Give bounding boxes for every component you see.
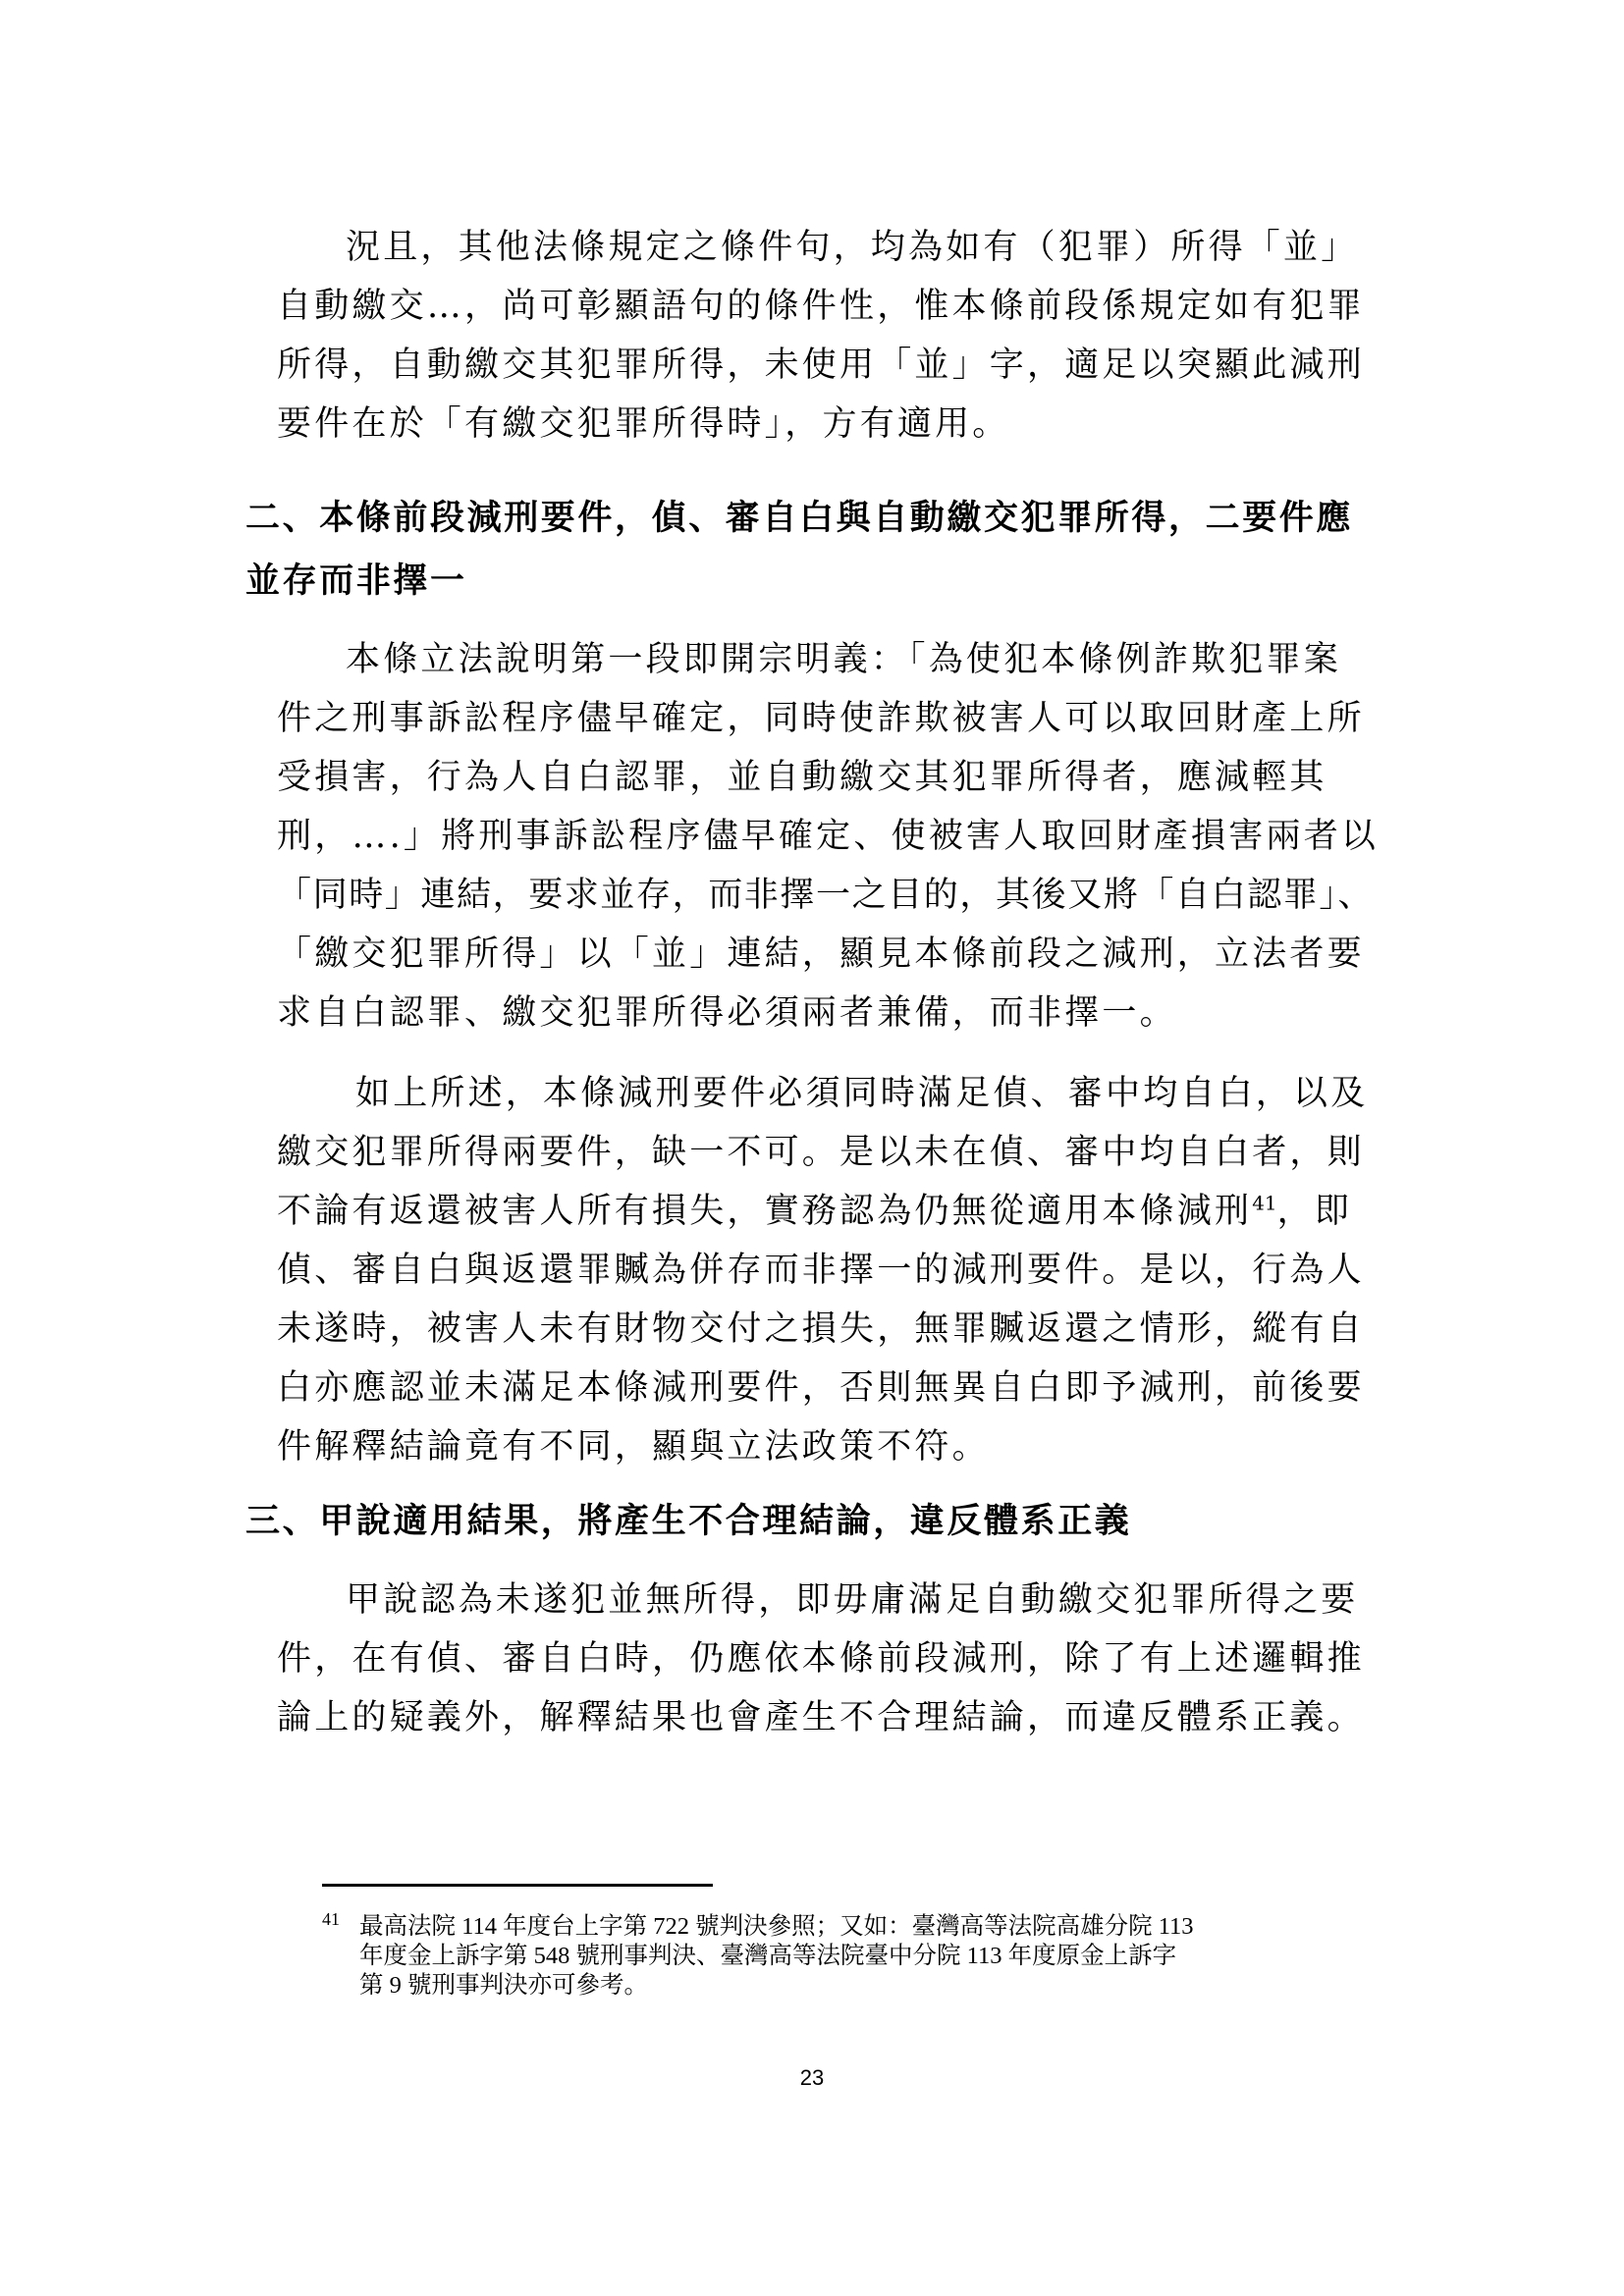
paragraph-3-line-5: 未遂時，被害人未有財物交付之損失，無罪贓返還之情形，縱有自	[277, 1309, 1365, 1349]
section-heading-2-line-2: 並存而非擇一	[245, 561, 467, 601]
section-heading-3-line-1: 三、甲說適用結果，將產生不合理結論，違反體系正義	[245, 1502, 1132, 1541]
page-number: 23	[799, 2065, 825, 2090]
paragraph-2-line-2: 件之刑事訴訟程序儘早確定，同時使詐欺被害人可以取回財產上所	[277, 699, 1365, 738]
footnote-reference[interactable]: 41	[1252, 1191, 1277, 1215]
footnote-line-2: 年度金上訴字第 548 號刑事判決、臺灣高等法院臺中分院 113 年度原金上訴字	[359, 1943, 1177, 1969]
paragraph-2-line-4: 刑，….」將刑事訴訟程序儘早確定、使被害人取回財產損害兩者以	[277, 817, 1380, 856]
paragraph-3-line-3-tail: ，即	[1276, 1192, 1353, 1231]
paragraph-3-line-1: 如上所述，本條減刑要件必須同時滿足偵、審中均自白，以及	[355, 1074, 1369, 1113]
paragraph-3-line-2: 繳交犯罪所得兩要件，缺一不可。是以未在偵、審中均自白者，則	[277, 1133, 1365, 1172]
paragraph-2-line-3: 受損害，行為人自白認罪，並自動繳交其犯罪所得者，應減輕其	[277, 758, 1327, 797]
paragraph-3-line-3-text: 不論有返還被害人所有損失，實務認為仍無從適用本條減刑	[277, 1192, 1253, 1231]
section-heading-2-line-1: 二、本條前段減刑要件，偵、審自白與自動繳交犯罪所得，二要件應	[245, 499, 1354, 538]
paragraph-1-line-3: 所得，自動繳交其犯罪所得，未使用「並」字，適足以突顯此減刑	[277, 346, 1365, 385]
paragraph-3-line-3	[277, 1186, 1379, 1237]
paragraph-3-line-4: 偵、審自白與返還罪贓為併存而非擇一的減刑要件。是以，行為人	[277, 1251, 1365, 1290]
paragraph-1-line-4: 要件在於「有繳交犯罪所得時」，方有適用。	[277, 404, 1010, 444]
paragraph-4-line-1: 甲說認為未遂犯並無所得，即毋庸滿足自動繳交犯罪所得之要	[346, 1580, 1359, 1620]
paragraph-2-line-6: 「繳交犯罪所得」以「並」連結，顯見本條前段之減刑，立法者要	[277, 934, 1365, 974]
paragraph-4-line-2: 件，在有偵、審自白時，仍應依本條前段減刑，除了有上述邏輯推	[277, 1639, 1365, 1679]
paragraph-2-line-5: 「同時」連結，要求並存，而非擇一之目的，其後又將「自白認罪」、	[277, 876, 1375, 915]
footnote-separator	[322, 1884, 713, 1887]
footnote-line-1: 最高法院 114 年度台上字第 722 號判決參照；又如：臺灣高等法院高雄分院 113	[359, 1913, 1194, 1940]
paragraph-1-line-1: 況且，其他法條規定之條件句，均為如有（犯罪）所得「並」	[346, 228, 1359, 267]
paragraph-3-line-6: 白亦應認並未滿足本條減刑要件，否則無異自白即予減刑，前後要	[277, 1368, 1365, 1408]
paragraph-2-line-1: 本條立法說明第一段即開宗明義：「為使犯本條例詐欺犯罪案	[346, 640, 1341, 679]
footnote-line-3: 第 9 號刑事判決亦可參考。	[359, 1972, 648, 1999]
paragraph-4-line-3: 論上的疑義外，解釋結果也會產生不合理結論，而違反體系正義。	[277, 1698, 1365, 1737]
paragraph-1-line-2: 自動繳交…，尚可彰顯語句的條件性，惟本條前段係規定如有犯罪	[277, 287, 1365, 326]
paragraph-3-line-7: 件解釋結論竟有不同，顯與立法政策不符。	[277, 1427, 990, 1467]
paragraph-2-line-7: 求自白認罪、繳交犯罪所得必須兩者兼備，而非擇一。	[277, 993, 1177, 1033]
footnote-number: 41	[322, 1909, 340, 1929]
